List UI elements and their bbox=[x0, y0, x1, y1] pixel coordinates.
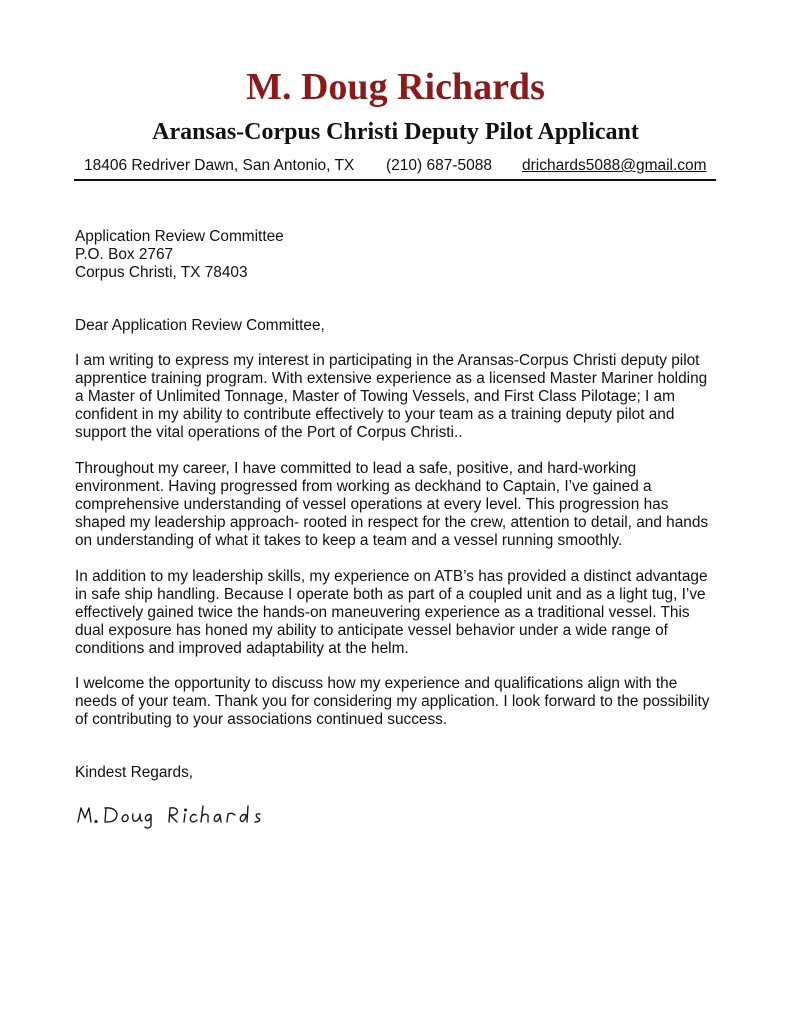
paragraph-line: In addition to my leadership skills, my experience on ATB’s has provided a distinct advantage bbox=[75, 568, 708, 585]
paragraph-line: effectively gained twice the hands-on maneuvering experience as a traditional vessel. This bbox=[75, 603, 690, 621]
header-divider bbox=[74, 179, 716, 181]
paragraph-line: I am writing to express my interest in participating in the Aransas-Corpus Christi deputy pilot bbox=[75, 352, 700, 369]
paragraph-line: confident in my ability to contribute effectively to your team as a training deputy pilot and bbox=[75, 405, 675, 423]
paragraph-line: in safe ship handling. Because I operate both as part of a coupled unit and as a light tug, I’ve bbox=[75, 585, 706, 603]
recipient-line: Application Review Committee bbox=[75, 228, 284, 245]
paragraph-line: dual exposure has honed my ability to anticipate vessel behavior under a wide range of bbox=[75, 621, 668, 639]
paragraph-interest bbox=[75, 352, 725, 442]
applicant-name: M. Doug Richards bbox=[246, 66, 545, 108]
handwritten-signature bbox=[75, 800, 335, 830]
contact-address: 18406 Redriver Dawn, San Antonio, TX bbox=[84, 157, 355, 174]
contact-phone: (210) 687-5088 bbox=[386, 157, 492, 174]
paragraph-career bbox=[75, 460, 725, 550]
recipient-line: Corpus Christi, TX 78403 bbox=[75, 263, 248, 281]
applicant-title: Aransas-Corpus Christi Deputy Pilot Applicant bbox=[152, 119, 639, 145]
paragraph-line: shaped my leadership approach- rooted in respect for the crew, attention to detail, and hands bbox=[75, 513, 709, 531]
paragraph-line: comprehensive understanding of vessel operations at every level. This progression has bbox=[75, 495, 669, 513]
paragraph-line: environment. Having progressed from working as deckhand to Captain, I’ve gained a bbox=[75, 477, 652, 495]
paragraph-line: apprentice training program. With extensive experience as a licensed Master Mariner holding bbox=[75, 369, 708, 387]
paragraph-atb-experience bbox=[75, 568, 725, 658]
contact-line bbox=[84, 155, 708, 177]
recipient-line: P.O. Box 2767 bbox=[75, 245, 174, 263]
paragraph-line: Throughout my career, I have committed to lead a safe, positive, and hard-working bbox=[75, 460, 637, 477]
closing-phrase: Kindest Regards, bbox=[75, 764, 194, 781]
paragraph-line: conditions and improved adaptability at the helm. bbox=[75, 639, 409, 657]
paragraph-line: of contributing to your associations continued success. bbox=[75, 710, 448, 728]
paragraph-line: on understanding of what it takes to keep a team and a vessel running smoothly. bbox=[75, 531, 623, 549]
paragraph-line: support the vital operations of the Port of Corpus Christi.. bbox=[75, 423, 463, 441]
contact-email-link[interactable]: drichards5088@gmail.com bbox=[522, 157, 707, 174]
recipient-address bbox=[75, 228, 725, 282]
salutation: Dear Application Review Committee, bbox=[75, 317, 325, 334]
paragraph-line: a Master of Unlimited Tonnage, Master of Towing Vessels, and First Class Pilotage; I am bbox=[75, 387, 675, 405]
paragraph-closing bbox=[75, 675, 725, 729]
paragraph-line: needs of your team. Thank you for considering my application. I look forward to the possibility bbox=[75, 692, 710, 710]
paragraph-line: I welcome the opportunity to discuss how my experience and qualifications align with the bbox=[75, 675, 678, 692]
